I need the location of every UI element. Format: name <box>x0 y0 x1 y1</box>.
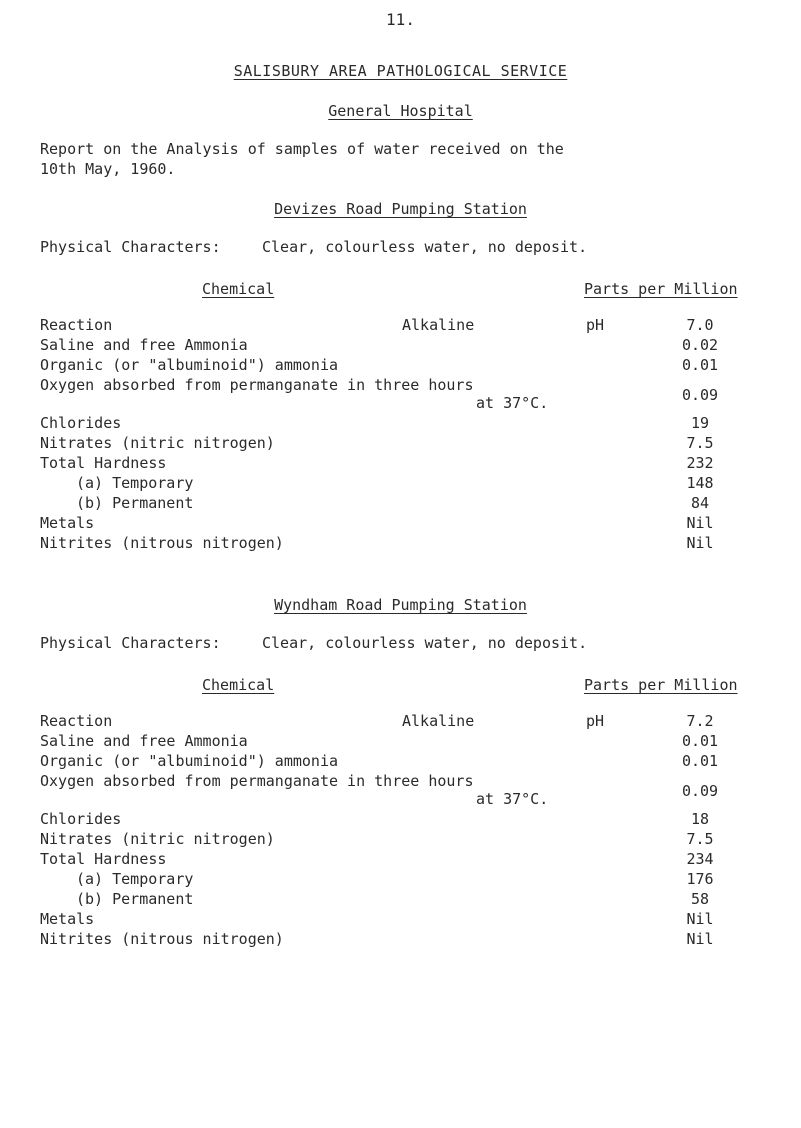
row-label: Nitrites (nitrous nitrogen) <box>40 930 284 948</box>
ph-label: pH <box>586 316 605 334</box>
row-value: 84 <box>690 494 710 512</box>
row-label: Oxygen absorbed from permanganate in three hours <box>40 376 474 394</box>
row-value: 0.01 <box>681 356 719 374</box>
section-heading: Devizes Road Pumping Station <box>274 200 527 218</box>
row-value: 0.01 <box>681 732 719 750</box>
row-label: Organic (or "albuminoid") ammonia <box>40 752 339 770</box>
row-value: 0.01 <box>681 752 719 770</box>
row-label: Organic (or "albuminoid") ammonia <box>40 356 339 374</box>
row-label: Metals <box>40 514 95 532</box>
row-value: 232 <box>686 454 714 472</box>
physical-characters-label: Physical Characters: <box>40 238 221 256</box>
intro-line-2: 10th May, 1960. <box>40 160 176 178</box>
section-heading: Wyndham Road Pumping Station <box>274 596 527 614</box>
column-header-parts: Parts per Million <box>584 676 738 694</box>
row-value: Nil <box>686 534 714 552</box>
row-label: Oxygen absorbed from permanganate in three hours <box>40 772 474 790</box>
column-header-parts: Parts per Million <box>584 280 738 298</box>
page-number: 11. <box>386 10 415 29</box>
report-subtitle: General Hospital <box>328 102 473 120</box>
row-label: (b) Permanent <box>76 494 194 512</box>
row-value: 0.02 <box>681 336 719 354</box>
row-label: Total Hardness <box>40 850 167 868</box>
row-reaction: Reaction <box>40 316 113 334</box>
physical-characters-value: Clear, colourless water, no deposit. <box>262 238 588 256</box>
column-header-chemical: Chemical <box>202 676 275 694</box>
ph-value: 7.2 <box>686 712 714 730</box>
reaction-value: Alkaline <box>402 712 475 730</box>
row-value: 58 <box>690 890 710 908</box>
row-label: Nitrites (nitrous nitrogen) <box>40 534 284 552</box>
row-label: Metals <box>40 910 95 928</box>
row-label-continued: at 37°C. <box>476 790 549 808</box>
ph-label: pH <box>586 712 605 730</box>
row-label: Total Hardness <box>40 454 167 472</box>
row-label: Saline and free Ammonia <box>40 336 248 354</box>
column-header-chemical: Chemical <box>202 280 275 298</box>
row-label: (a) Temporary <box>76 870 194 888</box>
row-value: Nil <box>686 930 714 948</box>
report-title: SALISBURY AREA PATHOLOGICAL SERVICE <box>233 62 568 80</box>
row-value: Nil <box>686 910 714 928</box>
row-label: Nitrates (nitric nitrogen) <box>40 434 275 452</box>
row-value: 234 <box>686 850 714 868</box>
row-value: 19 <box>690 414 710 432</box>
row-value: 0.09 <box>681 386 719 404</box>
row-reaction: Reaction <box>40 712 113 730</box>
row-value: Nil <box>686 514 714 532</box>
intro-line-1: Report on the Analysis of samples of water received on the <box>40 140 564 158</box>
ph-value: 7.0 <box>686 316 714 334</box>
row-value: 18 <box>690 810 710 828</box>
row-label: Nitrates (nitric nitrogen) <box>40 830 275 848</box>
row-value: 7.5 <box>686 434 714 452</box>
row-value: 7.5 <box>686 830 714 848</box>
row-label: Chlorides <box>40 414 122 432</box>
physical-characters-value: Clear, colourless water, no deposit. <box>262 634 588 652</box>
row-value: 0.09 <box>681 782 719 800</box>
row-value: 176 <box>686 870 714 888</box>
row-label-continued: at 37°C. <box>476 394 549 412</box>
row-label: (a) Temporary <box>76 474 194 492</box>
row-value: 148 <box>686 474 714 492</box>
physical-characters-label: Physical Characters: <box>40 634 221 652</box>
row-label: Saline and free Ammonia <box>40 732 248 750</box>
row-label: (b) Permanent <box>76 890 194 908</box>
reaction-value: Alkaline <box>402 316 475 334</box>
row-label: Chlorides <box>40 810 122 828</box>
